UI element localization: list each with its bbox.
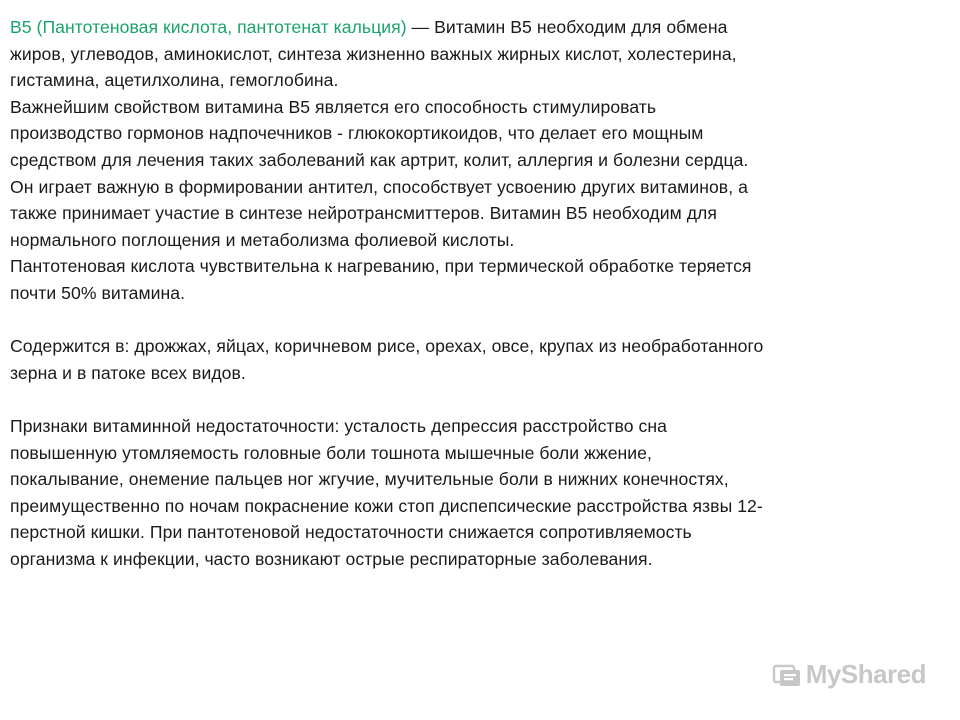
text-line: повышенную утомляемость головные боли тошнота мышечные боли жжение, xyxy=(10,442,652,463)
text-line: Важнейшим свойством витамина В5 является его способность стимулировать xyxy=(10,96,657,117)
slide-body xyxy=(10,14,954,572)
text-line: средством для лечения таких заболеваний как артрит, колит, аллергия и болезни сердца. xyxy=(10,149,749,170)
text-line: зерна и в патоке всех видов. xyxy=(10,362,246,383)
paragraph-spacer xyxy=(10,307,954,334)
vitamin-name-highlight: В5 (Пантотеновая кислота, пантотенат кальция) xyxy=(10,17,407,37)
paragraph-sources xyxy=(10,333,954,386)
text-line: Содержится в: дрожжах, яйцах, коричневом рисе, орехах, овсе, крупах из необработанного xyxy=(10,336,764,357)
text-line: Пантотеновая кислота чувствительна к нагреванию, при термической обработке теряется xyxy=(10,256,752,277)
text-line: преимущественно по ночам покраснение кожи стоп диспепсические расстройства язвы 12- xyxy=(10,495,763,516)
text-line: Признаки витаминной недостаточности: усталость депрессия расстройство сна xyxy=(10,415,667,436)
text-line: покалывание, онемение пальцев ног жгучие, мучительные боли в нижних конечностях, xyxy=(10,469,729,490)
paragraph-deficiency xyxy=(10,413,954,573)
text-line: перстной кишки. При пантотеновой недостаточности снижается сопротивляемость xyxy=(10,522,692,543)
text-line: гистамина, ацетилхолина, гемоглобина. xyxy=(10,70,339,91)
paragraph-vitamin-b5 xyxy=(10,14,954,307)
text-line: производство гормонов надпочечников - глюкокортикоидов, что делает его мощным xyxy=(10,123,704,144)
paragraph-lead-line xyxy=(10,14,954,41)
text-line: также принимает участие в синтезе нейротрансмиттеров. Витамин В5 необходим для xyxy=(10,203,717,224)
text-line: почти 50% витамина. xyxy=(10,282,186,303)
lead-text: — Витамин В5 необходим для обмена xyxy=(406,17,728,37)
watermark xyxy=(772,659,926,690)
paragraph-spacer xyxy=(10,386,954,413)
watermark-text: MyShared xyxy=(805,659,926,689)
text-line: жиров, углеводов, аминокислот, синтеза жизненно важных жирных кислот, холестерина, xyxy=(10,43,737,64)
text-line: нормального поглощения и метаболизма фолиевой кислоты. xyxy=(10,229,515,250)
text-line: Он играет важную в формировании антител, способствует усвоению других витаминов, а xyxy=(10,176,748,197)
myshared-logo-icon xyxy=(772,660,802,690)
text-line: организма к инфекции, часто возникают острые респираторные заболевания. xyxy=(10,548,653,569)
